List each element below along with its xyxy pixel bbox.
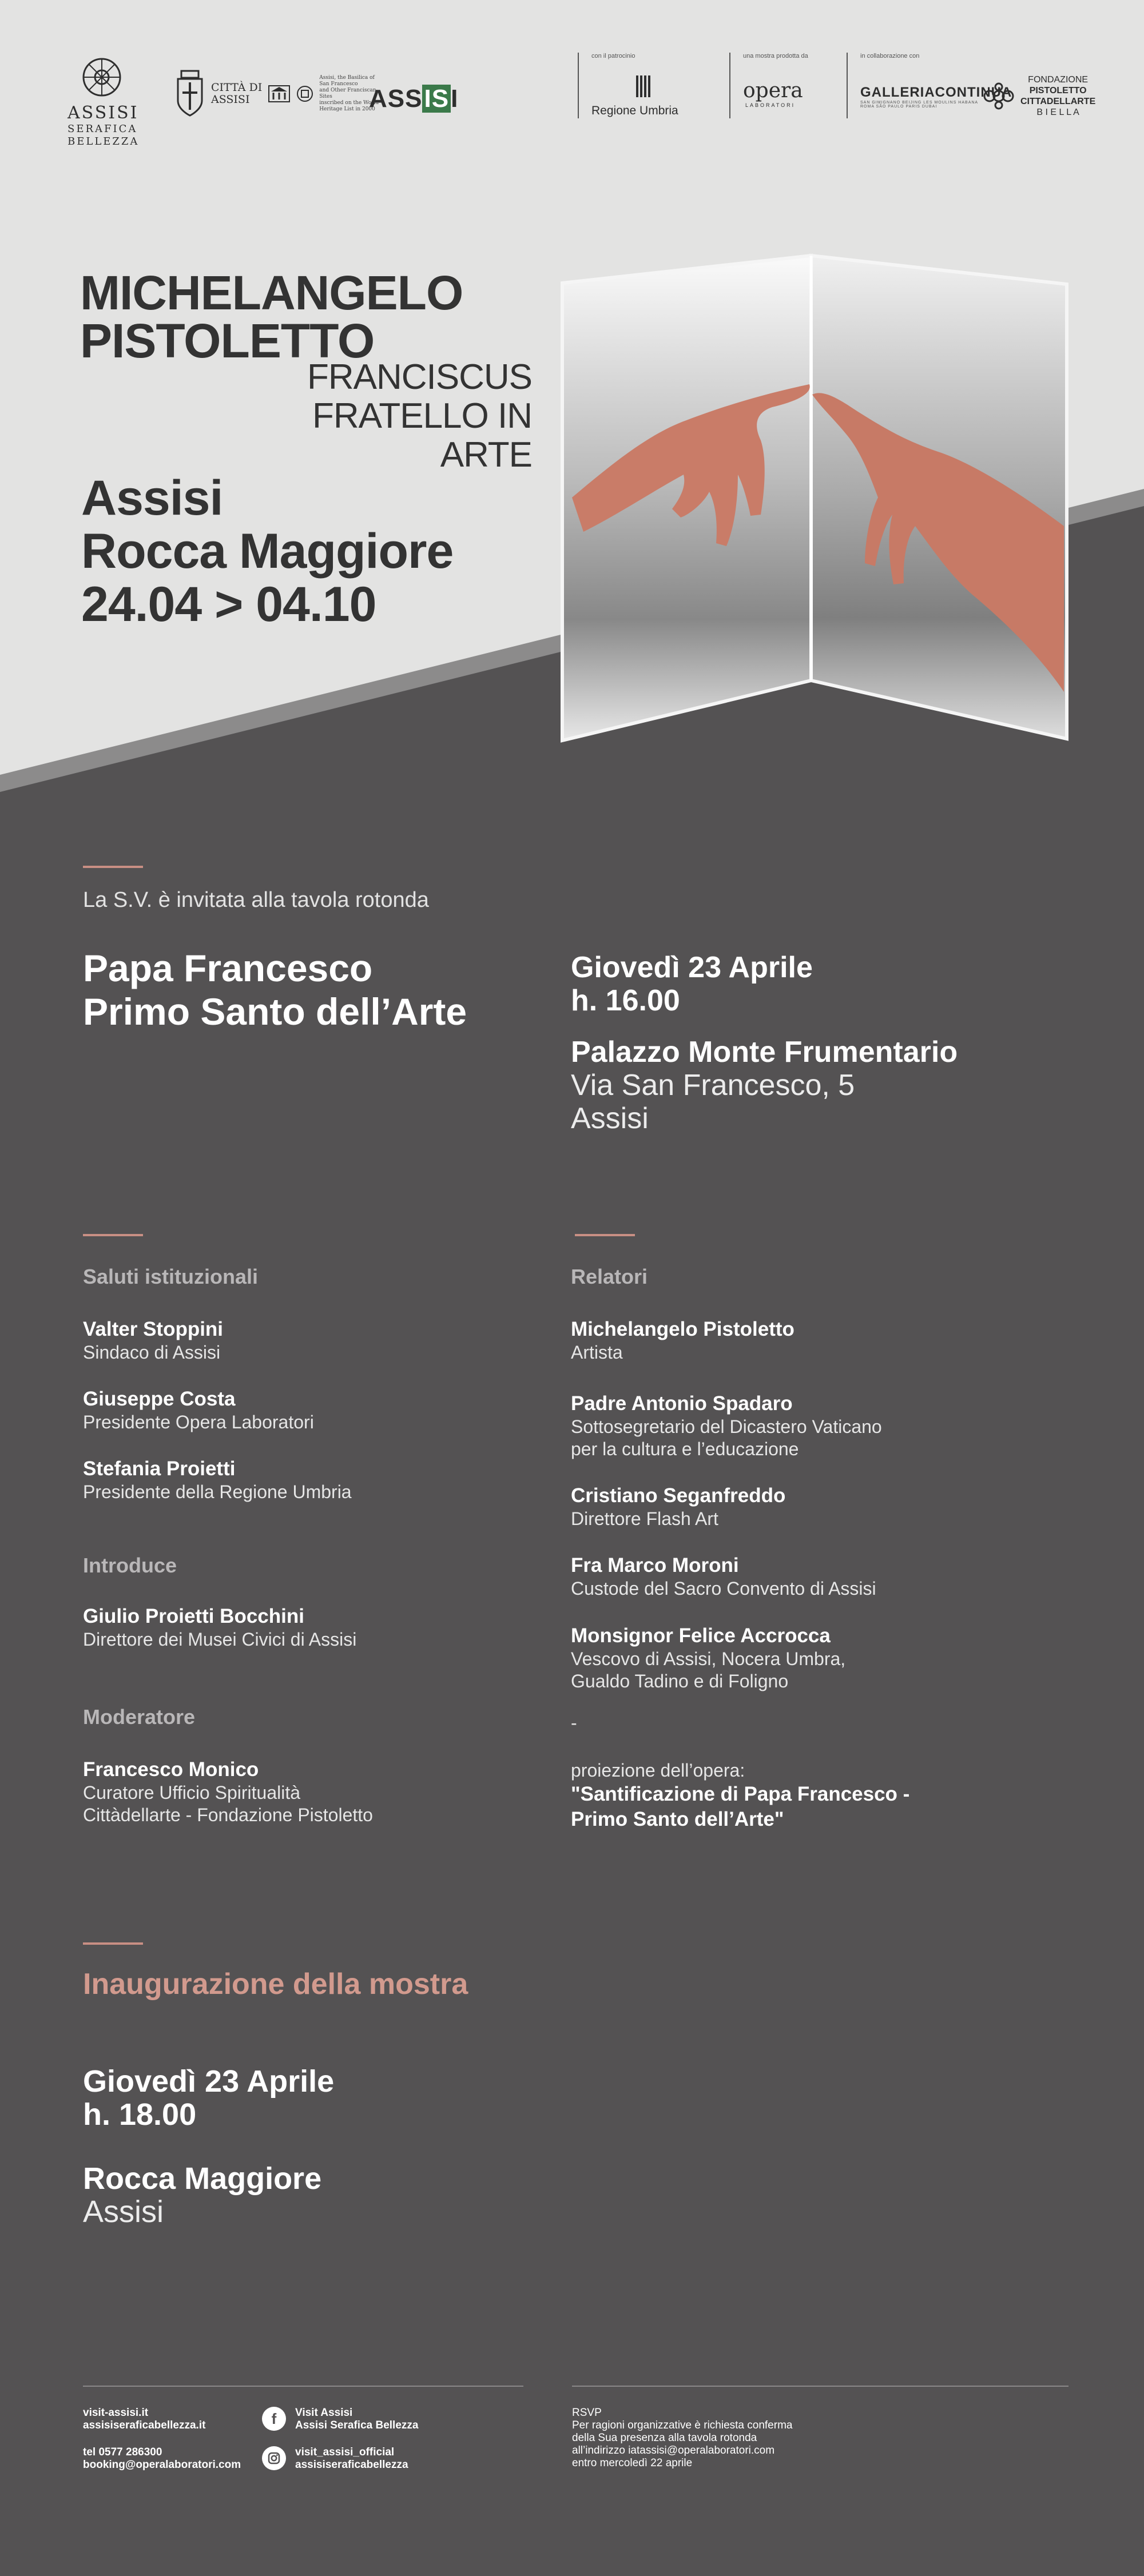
projection-block — [571, 1759, 1086, 1832]
speaker-name: Francesco Monico — [83, 1758, 259, 1781]
facebook-icon: f — [262, 2407, 286, 2431]
separator-dash: - — [571, 1713, 577, 1733]
speaker-role: Sindaco di Assisi — [83, 1342, 221, 1363]
logo-tagline-1: SERAFICA — [67, 123, 138, 135]
speaker-name: Monsignor Felice Accrocca — [571, 1625, 831, 1647]
speaker-name: Giulio Proietti Bocchini — [83, 1605, 304, 1627]
fond-line-1: FONDAZIONE — [1028, 75, 1089, 85]
speaker-role-1: Sottosegretario del Dicastero Vaticano — [571, 1416, 882, 1437]
inauguration-city: Assisi — [83, 2195, 164, 2229]
citta-name-2: ASSISI — [211, 93, 250, 106]
facebook-name-2: Assisi Serafica Bellezza — [295, 2419, 419, 2431]
rsvp-block — [572, 2407, 792, 2470]
speaker-role: Direttore dei Musei Civici di Assisi — [83, 1629, 357, 1650]
logo-tagline-2: BELLEZZA — [67, 136, 140, 148]
phone-number[interactable]: tel 0577 286300 — [83, 2446, 162, 2458]
speaker-costa — [83, 1387, 529, 1434]
introduce-label: Introduce — [83, 1554, 177, 1577]
facebook-link[interactable] — [262, 2407, 418, 2432]
fond-line-3: CITTADELLARTE — [1020, 97, 1096, 106]
sponsor-opera-laboratori — [729, 53, 840, 118]
speaker-name: Giuseppe Costa — [83, 1388, 236, 1410]
sponsor-name: GALLERIACONTINUA — [860, 85, 1012, 100]
speaker-name: Cristiano Seganfreddo — [571, 1484, 786, 1507]
exhibition-city: Assisi — [81, 471, 223, 525]
unesco-icon — [268, 82, 291, 105]
unesco-text-1: Assisi, the Basilica of San Francesco — [319, 75, 375, 87]
sponsor-name: Regione Umbria — [591, 104, 678, 117]
world-heritage-icon — [296, 85, 313, 102]
booking-email[interactable]: booking@operalaboratori.com — [83, 2459, 241, 2471]
fondazione-pistoletto-logo — [983, 74, 1095, 118]
fond-line-4: B I E L L A — [1036, 108, 1079, 117]
speaker-moroni — [571, 1554, 1086, 1600]
speaker-role: Artista — [571, 1342, 623, 1363]
logo-name: ASSISI — [67, 103, 139, 123]
round-table-title-2: Primo Santo dell’Arte — [83, 990, 467, 1033]
sponsor-galleria-continua — [847, 53, 1012, 118]
exhibition-venue: Rocca Maggiore — [81, 524, 454, 579]
rsvp-title: RSVP — [572, 2407, 602, 2419]
speaker-name: Fra Marco Moroni — [571, 1554, 739, 1576]
footer-rule-right — [572, 2386, 1068, 2387]
saluti-label: Saluti istituzionali — [83, 1265, 259, 1288]
speaker-role-1: Vescovo di Assisi, Nocera Umbra, — [571, 1649, 846, 1669]
rsvp-line-4: entro mercoledì 22 aprile — [572, 2457, 693, 2469]
round-table-info — [571, 951, 958, 1135]
footer-contacts — [83, 2446, 241, 2471]
speaker-seganfreddo — [571, 1484, 1086, 1530]
moderatore-label: Moderatore — [83, 1705, 196, 1729]
invite-text: La S.V. è invitata alla tavola rotonda — [83, 888, 429, 912]
assisi-serafica-logo — [67, 57, 140, 148]
sponsor-sub: SAN GIMIGNANO BEIJING LES MOULINS HABANA ROMA SÃO PAULO PARIS DUBAI — [860, 101, 978, 109]
website-link-1[interactable]: visit-assisi.it — [83, 2407, 149, 2419]
relatori-label: Relatori — [571, 1265, 648, 1288]
speaker-role: Presidente Opera Laboratori — [83, 1412, 314, 1432]
unesco-text-2: and Other Franciscan Sites — [319, 87, 376, 99]
sponsor-name: opera — [743, 79, 803, 102]
unesco-text-3: inscribed on the World Heritage List in 2000 — [319, 100, 379, 112]
regione-umbria-icon — [635, 74, 652, 98]
artwork-mirror-hands — [562, 256, 1067, 740]
divider-rule — [83, 866, 143, 868]
round-table-date: Giovedì 23 Aprile — [571, 951, 813, 984]
inauguration-info — [83, 2065, 334, 2228]
speaker-name: Padre Antonio Spadaro — [571, 1392, 793, 1415]
facebook-name-1: Visit Assisi — [295, 2407, 353, 2419]
brand-mid: IS — [422, 85, 451, 113]
projection-label: proiezione dell’opera: — [571, 1760, 745, 1781]
speaker-role-1: Curatore Ufficio Spiritualità — [83, 1782, 301, 1803]
speaker-pistoletto — [571, 1317, 1086, 1364]
rsvp-line-2: della Sua presenza alla tavola rotonda — [572, 2432, 757, 2444]
round-table-title-1: Papa Francesco — [83, 947, 373, 989]
round-table-time: h. 16.00 — [571, 984, 680, 1017]
instagram-icon — [262, 2446, 286, 2470]
third-paradise-icon — [983, 80, 1015, 112]
subtitle-line-2: FRATELLO IN ARTE — [312, 396, 532, 475]
round-table-city: Assisi — [571, 1102, 649, 1135]
fond-line-2: PISTOLETTO — [1029, 86, 1087, 95]
speaker-role-2: Gualdo Tadino e di Foligno — [571, 1671, 789, 1691]
speaker-role: Presidente della Regione Umbria — [83, 1482, 352, 1502]
speaker-role: Direttore Flash Art — [571, 1508, 718, 1529]
divider-rule — [83, 1942, 143, 1945]
footer-websites — [83, 2407, 205, 2432]
sponsor-sub: LABORATORI — [745, 102, 796, 108]
round-table-venue: Palazzo Monte Frumentario — [571, 1036, 958, 1069]
speaker-role-2: per la cultura e l’educazione — [571, 1439, 799, 1459]
speaker-stoppini — [83, 1317, 529, 1364]
speaker-name: Michelangelo Pistoletto — [571, 1318, 795, 1340]
coat-of-arms-icon — [174, 70, 205, 118]
inauguration-time: h. 18.00 — [83, 2097, 197, 2132]
exhibition-place-dates — [81, 472, 453, 631]
speaker-proietti-bocchini — [83, 1604, 529, 1651]
speaker-monico — [83, 1758, 529, 1826]
artist-line-1: MICHELANGELO — [80, 266, 463, 320]
round-table-title — [83, 946, 467, 1033]
instagram-name-1: visit_assisi_official — [295, 2446, 395, 2458]
projection-title-2: Primo Santo dell’Arte" — [571, 1808, 784, 1830]
sponsor-caption: con il patrocinio — [591, 53, 635, 59]
inauguration-title: Inaugurazione della mostra — [83, 1968, 468, 2001]
inauguration-date: Giovedì 23 Aprile — [83, 2064, 335, 2099]
instagram-link[interactable] — [262, 2446, 408, 2471]
inauguration-venue: Rocca Maggiore — [83, 2161, 322, 2196]
artist-name — [80, 266, 463, 368]
brand-pre: ASS — [369, 85, 423, 113]
citta-name-1: CITTÀ DI — [211, 81, 263, 94]
exhibition-dates: 24.04 > 04.10 — [81, 577, 376, 632]
artist-line-2: PISTOLETTO — [80, 314, 375, 368]
speaker-name: Valter Stoppini — [83, 1318, 224, 1340]
rsvp-line-1: Per ragioni organizzative è richiesta conferma — [572, 2419, 793, 2431]
speaker-role: Custode del Sacro Convento di Assisi — [571, 1578, 876, 1599]
brand-post: I — [451, 85, 459, 113]
assisi-brand-logo — [369, 85, 458, 113]
exhibition-subtitle — [240, 358, 532, 475]
subtitle-line-1: FRANCISCUS — [307, 357, 532, 397]
footer-rule-left — [83, 2386, 523, 2387]
speaker-role-2: Cittàdellarte - Fondazione Pistoletto — [83, 1805, 373, 1825]
divider-rule — [83, 1234, 143, 1236]
citta-di-assisi-logo — [174, 70, 382, 118]
rose-window-icon — [82, 57, 122, 97]
sponsor-caption: in collaborazione con — [860, 53, 920, 59]
sponsor-regione-umbria — [578, 53, 714, 118]
instagram-name-2: assisiseraficabellezza — [295, 2459, 408, 2471]
speaker-spadaro — [571, 1392, 1086, 1460]
projection-title-1: "Santificazione di Papa Francesco - — [571, 1783, 910, 1805]
website-link-2[interactable]: assisiseraficabellezza.it — [83, 2419, 206, 2431]
round-table-address: Via San Francesco, 5 — [571, 1069, 855, 1102]
speaker-accrocca — [571, 1624, 1086, 1693]
divider-rule — [575, 1234, 635, 1236]
speaker-proietti — [83, 1457, 529, 1503]
sponsor-caption: una mostra prodotta da — [743, 53, 808, 59]
rsvp-line-3[interactable]: all’indirizzo iatassisi@operalaboratori.com — [572, 2444, 775, 2456]
speaker-name: Stefania Proietti — [83, 1458, 236, 1480]
